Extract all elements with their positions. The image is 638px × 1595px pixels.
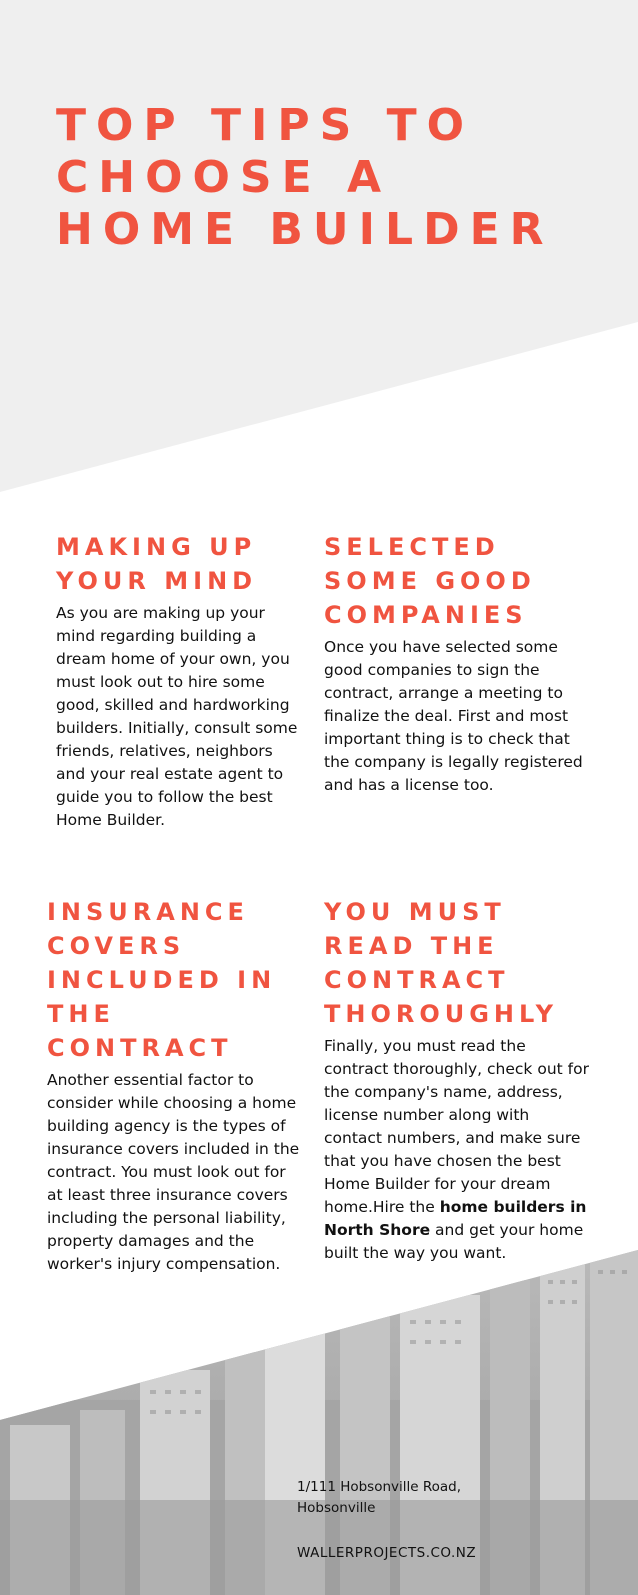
- tip-making-up-your-mind: [56, 530, 306, 832]
- tip-heading: MAKING UP YOUR MIND: [56, 533, 258, 595]
- tip-body: Another essential factor to consider while choosing a home building agency is the types of insurance covers included in the contract. You must look out for at least three insurance covers including the personal liability, property damages and the worker's injury compensation.: [47, 1071, 300, 1273]
- footer-website[interactable]: WALLERPROJECTS.CO.NZ: [297, 1545, 477, 1561]
- tip-heading: INSURANCE COVERS INCLUDED IN THE CONTRACT: [47, 898, 277, 1062]
- tip-body: [324, 1035, 592, 1265]
- tip-body: As you are making up your mind regarding building a dream home of your own, you must look out to hire some good, skilled and hardworking builders. Initially, consult some friends, relatives, neighbors and your real estate agent to guide you to follow the best Home Builder.: [56, 604, 298, 829]
- tip-heading: SELECTED SOME GOOD COMPANIES: [324, 533, 536, 629]
- footer-address: 1/111 Hobsonville Road, Hobsonville: [297, 1479, 462, 1516]
- page-title: TOP TIPS TO CHOOSE A HOME BUILDER: [56, 100, 554, 255]
- tip-body: Once you have selected some good companies to sign the contract, arrange a meeting to finalize the deal. First and most important thing is to check that the company is legally registered and has a license too.: [324, 638, 583, 794]
- tip-heading: YOU MUST READ THE CONTRACT THOROUGHLY: [324, 898, 558, 1028]
- tip-selected-companies: [324, 530, 592, 797]
- tip-body-text-end: and get your home built the way you want.: [324, 1221, 584, 1262]
- home-builders-link[interactable]: home builders in North Shore: [324, 1198, 587, 1239]
- tip-body-text: Finally, you must read the contract thoroughly, check out for the company's name, address, license number along with contact numbers, and make sure that you have chosen the best Home Builder for your dream home.Hire the: [324, 1037, 589, 1216]
- tip-insurance-covers: [47, 895, 305, 1276]
- tip-read-contract: [324, 895, 592, 1265]
